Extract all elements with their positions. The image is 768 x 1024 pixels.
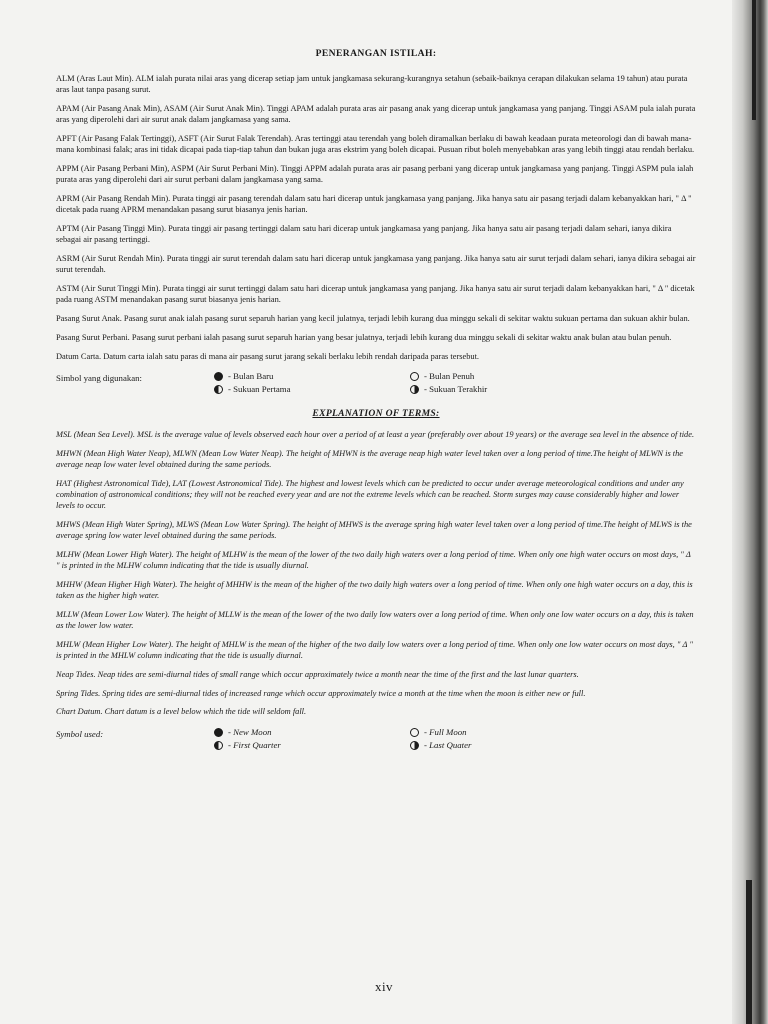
legend-new-moon	[214, 370, 410, 383]
term-mhws-mlws: MHWS (Mean High Water Spring), MLWS (Mean Low Water Spring). The height of MHWS is the average spring high water level taken over a long period of time.The height of MLWS is the average spring low water level obtained during the same periods.	[56, 519, 692, 540]
term-mhwn-mlwn: MHWN (Mean High Water Neap), MLWN (Mean Low Water Neap). The height of MHWN is the average neap high water level taken over a long period of time.The height of MLWN is the average neap low water level obtained during the same periods.	[56, 448, 684, 469]
legend-first-quarter	[214, 383, 410, 396]
legend-first-quarter-label: - First Quarter	[228, 739, 281, 750]
page-number: xiv	[374, 979, 394, 994]
malay-symbol-legend	[56, 370, 696, 396]
malay-section	[56, 48, 696, 396]
malay-heading: PENERANGAN ISTILAH:	[315, 48, 437, 59]
term-aprm: APRM (Air Pasang Rendah Min). Purata tinggi air pasang terendah dalam satu hari dicerap untuk jangkamasa yang panjang. Jika hanya satu air pasang terjadi dalam kebanyakkan hari, " Δ " dicetak pada ruang APRM menandakan pasang surut biasanya jenis harian.	[56, 194, 692, 215]
term-chart-datum: Chart Datum. Chart datum is a level below which the tide will seldom fall.	[56, 707, 307, 717]
scan-streak	[752, 0, 756, 120]
term-pasang-surut-perbani: Pasang Surut Perbani. Pasang surut perbani ialah pasang surut separuh harian yang besar julatnya, terjadi lebih kurang dua minggu sekali di sekitar waktu anak bulan atau bulan penuh.	[56, 332, 672, 342]
term-apft-asft: APFT (Air Pasang Falak Tertinggi), ASFT (Air Surut Falak Terendah). Aras tertinggi atau terendah yang boleh diramalkan berlaku di bawah keadaan purata meteorologi dan di bawah mana-mana kombinasi falak; aras ini tidak dicapai pada tiap-tiap tahun dan bukan juga aras ekstrim yang boleh dicapai. Pusuan ribut boleh menyebabkan aras yang lebih tinggi atau rendah berlaku.	[56, 134, 695, 155]
legend-full-moon-label: - Full Moon	[424, 726, 467, 737]
last-quarter-moon-icon	[410, 385, 419, 394]
term-neap-tides: Neap Tides. Neap tides are semi-diurnal tides of small range which occur approximately twice a month near the time of the first and the last lunar quarters.	[56, 669, 579, 679]
term-mhhw: MHHW (Mean Higher High Water). The height of MHHW is the mean of the higher of the two daily high waters over a long period of time. When only one high water occurs on a day, this is taken as the higher high water.	[56, 579, 693, 600]
english-symbol-legend	[56, 726, 696, 752]
legend-first-quarter	[214, 739, 410, 752]
legend-full-moon	[410, 726, 610, 739]
scan-streak	[746, 880, 752, 1024]
legend-full-moon-label: - Bulan Penuh	[424, 370, 475, 381]
legend-full-moon	[410, 370, 610, 383]
term-msl: MSL (Mean Sea Level). MSL is the average value of levels observed each hour over a period of at least a year (preferably over about 19 years) or the average sea level in the absence of tide.	[56, 429, 695, 439]
term-appm-aspm: APPM (Air Pasang Perbani Min), ASPM (Air Surut Perbani Min). Tinggi APPM adalah purata aras air pasang perbani yang dicerap untuk jangkamasa yang panjang. Tinggi ASPM pula ialah purata aras yang diperolehi dari air surut perbani dalam jangkamasa yang sama.	[56, 164, 694, 185]
new-moon-icon	[214, 728, 223, 737]
term-asrm: ASRM (Air Surut Rendah Min). Purata tinggi air surut terendah dalam satu hari dicerap untuk jangkamasa yang panjang. Jika hanya satu air surut terjadi dalam sehari, ianya dikira sebagai air surut terendah.	[56, 254, 696, 275]
symbol-legend-label: Simbol yang digunakan:	[56, 372, 143, 383]
term-astm: ASTM (Air Surut Tinggi Min). Purata tinggi air surut tertinggi dalam satu hari dicerap untuk jangkamasa yang panjang. Jika hanya satu air surut terjadi dalam kebanyakkan hari, " Δ " dicetak pada ruang ASTM menandakan pasang surut biasanya jenis harian.	[56, 284, 695, 305]
legend-last-quarter-label: - Last Quater	[424, 739, 472, 750]
legend-first-quarter-label: - Sukuan Pertama	[228, 383, 291, 394]
english-heading: EXPLANATION OF TERMS:	[312, 407, 440, 419]
last-quarter-moon-icon	[410, 741, 419, 750]
legend-last-quarter	[410, 739, 610, 752]
term-mlhw: MLHW (Mean Lower High Water). The height of MLHW is the mean of the lower of the two daily high waters over a long period of time. When only one high water occurs on most days, " Δ " is printed in the MLHW column indicating that the tide is usually diurnal.	[56, 549, 691, 570]
first-quarter-moon-icon	[214, 385, 223, 394]
term-datum-carta: Datum Carta. Datum carta ialah satu paras di mana air pasang surut jarang sekali berlaku lebih rendah daripada paras tersebut.	[56, 351, 480, 361]
symbol-legend-label: Symbol used:	[56, 728, 104, 739]
term-pasang-surut-anak: Pasang Surut Anak. Pasang surut anak ialah pasang surut separuh harian yang kecil julatnya, terjadi lebih kurang dua minggu sekali di sekitar waktu sukuan pertama dan sukuan akhir bulan.	[56, 314, 690, 323]
english-section	[56, 408, 696, 752]
full-moon-icon	[410, 728, 419, 737]
term-mhlw: MHLW (Mean Higher Low Water). The height of MHLW is the mean of the higher of the two daily low waters over a long period of time. When only one low water occurs on most days, " Δ " is printed in the MHLW column indicating that the tide is usually diurnal.	[56, 639, 693, 660]
legend-new-moon-label: - Bulan Baru	[228, 370, 274, 381]
term-mllw: MLLW (Mean Lower Low Water). The height of MLLW is the mean of the lower of the two daily low waters over a long period of time. When only one low water occurs on a day, this is taken as the lower low water.	[56, 609, 694, 630]
document-page	[56, 40, 696, 758]
first-quarter-moon-icon	[214, 741, 223, 750]
term-aptm: APTM (Air Pasang Tinggi Min). Purata tinggi air pasang tertinggi dalam satu hari dicerap untuk jangkamasa yang panjang. Jika hanya satu air pasang terjadi dalam sehari, ianya dikira sebagai air pasang tertinggi.	[56, 224, 672, 245]
term-hat-lat: HAT (Highest Astronomical Tide), LAT (Lowest Astronomical Tide). The highest and lowest levels which can be predicted to occur under average meteorological conditions and under any combination of astronomical conditions; they will not be reached every year and are not the extreme levels which can be reached. Storm surges may cause considerably higher and lower levels to occur.	[56, 478, 684, 510]
full-moon-icon	[410, 372, 419, 381]
scan-edge-shadow	[732, 0, 768, 1024]
legend-new-moon-label: - New Moon	[228, 726, 272, 737]
term-alm: ALM (Aras Laut Min). ALM ialah purata nilai aras yang dicerap setiap jam untuk jangkamasa sekurang-kurangnya setahun (sebaik-baiknya cerapan dilakukan selama 19 tahun) atau purata aras laut tanpa pasang surut.	[56, 74, 688, 95]
legend-last-quarter-label: - Sukuan Terakhir	[424, 383, 488, 394]
legend-new-moon	[214, 726, 410, 739]
new-moon-icon	[214, 372, 223, 381]
term-spring-tides: Spring Tides. Spring tides are semi-diurnal tides of increased range which occur approximately twice a month at the time when the moon is either new or full.	[56, 688, 586, 698]
term-apam-asam: APAM (Air Pasang Anak Min), ASAM (Air Surut Anak Min). Tinggi APAM adalah purata aras air pasang anak yang dicerap untuk jangkamasa yang panjang. Tinggi ASAM pula ialah purata aras yang diperolehi dari air surut anak dalam jangkamasa yang sama.	[56, 104, 696, 125]
legend-last-quarter	[410, 383, 610, 396]
